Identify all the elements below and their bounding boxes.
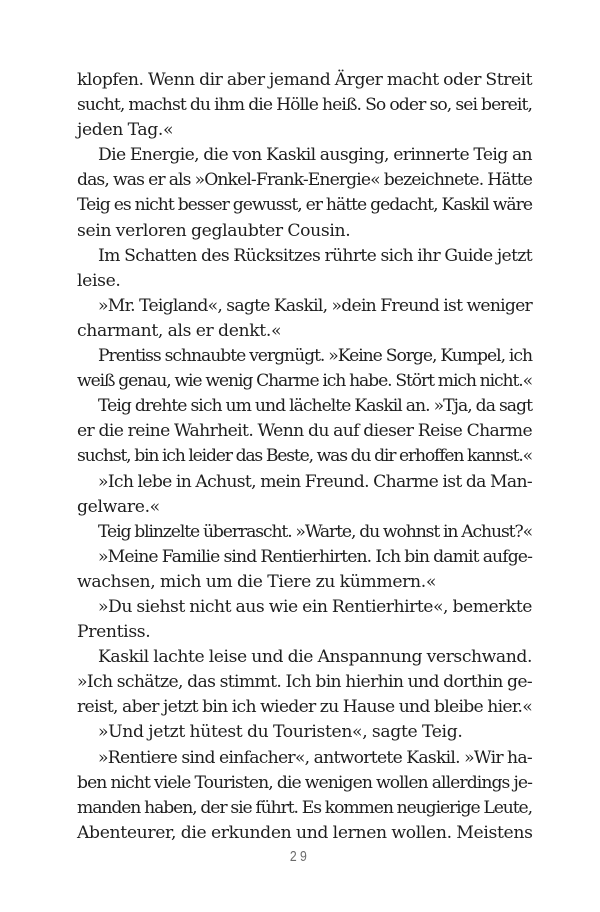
text-line: sucht, machst du ihm die Hölle heiß. So oder so, sei bereit, [77, 95, 532, 116]
text-line: suchst, bin ich leider das Beste, was du dir erhoffen kannst.« [77, 446, 532, 467]
text-line: »Du siehst nicht aus wie ein Rentierhirte«, bemerkte [98, 596, 532, 617]
text-line: Kaskil lachte leise und die Anspannung verschwand. [98, 647, 532, 668]
page-number: 29 [289, 848, 311, 865]
text-line: Teig es nicht besser gewusst, er hätte gedacht, Kaskil wäre [77, 195, 532, 216]
text-line: leise. [77, 270, 121, 291]
text-line: Teig blinzelte überrascht. »Warte, du wohnst in Achust?« [98, 521, 532, 542]
text-line: »Mr. Teigland«, sagte Kaskil, »dein Freund ist weniger [98, 295, 532, 316]
text-line: Prentiss schnaubte vergnügt. »Keine Sorge, Kumpel, ich [98, 346, 532, 367]
text-line: manden haben, der sie führt. Es kommen neugierige Leute, [77, 797, 532, 818]
text-line: er die reine Wahrheit. Wenn du auf dieser Reise Charme [77, 421, 532, 442]
text-line: reist, aber jetzt bin ich wieder zu Hause und bleibe hier.« [77, 697, 532, 718]
text-line: sein verloren geglaubter Cousin. [77, 220, 351, 241]
text-line: »Ich lebe in Achust, mein Freund. Charme ist da Man- [98, 471, 532, 492]
text-line: charmant, als er denkt.« [77, 320, 282, 341]
text-line: klopfen. Wenn dir aber jemand Ärger macht oder Streit [77, 70, 532, 90]
body-text [77, 68, 532, 846]
text-line: gelware.« [77, 496, 160, 517]
text-line: »Meine Familie sind Rentierhirten. Ich bin damit aufge- [98, 546, 532, 567]
text-line: weiß genau, wie wenig Charme ich habe. Stört mich nicht.« [77, 371, 532, 392]
text-line: Im Schatten des Rücksitzes rührte sich ihr Guide jetzt [98, 245, 532, 266]
text-line: »Und jetzt hütest du Touristen«, sagte Teig. [98, 722, 463, 743]
text-line: Prentiss. [77, 622, 151, 643]
text-line: wachsen, mich um die Tiere zu kümmern.« [77, 571, 436, 592]
text-line: Abenteurer, die erkunden und lernen wollen. Meistens [77, 822, 533, 843]
text-line: ben nicht viele Touristen, die wenigen wollen allerdings je- [77, 772, 532, 793]
text-line: das, was er als »Onkel-Frank-Energie« bezeichnete. Hätte [77, 170, 532, 191]
text-line: Teig drehte sich um und lächelte Kaskil an. »Tja, da sagt [98, 396, 532, 417]
text-line: »Rentiere sind einfacher«, antwortete Kaskil. »Wir ha- [98, 747, 532, 768]
text-line: Die Energie, die von Kaskil ausging, erinnerte Teig an [98, 145, 532, 166]
text-line: »Ich schätze, das stimmt. Ich bin hierhin und dorthin ge- [77, 672, 532, 693]
text-line: jeden Tag.« [77, 120, 174, 141]
